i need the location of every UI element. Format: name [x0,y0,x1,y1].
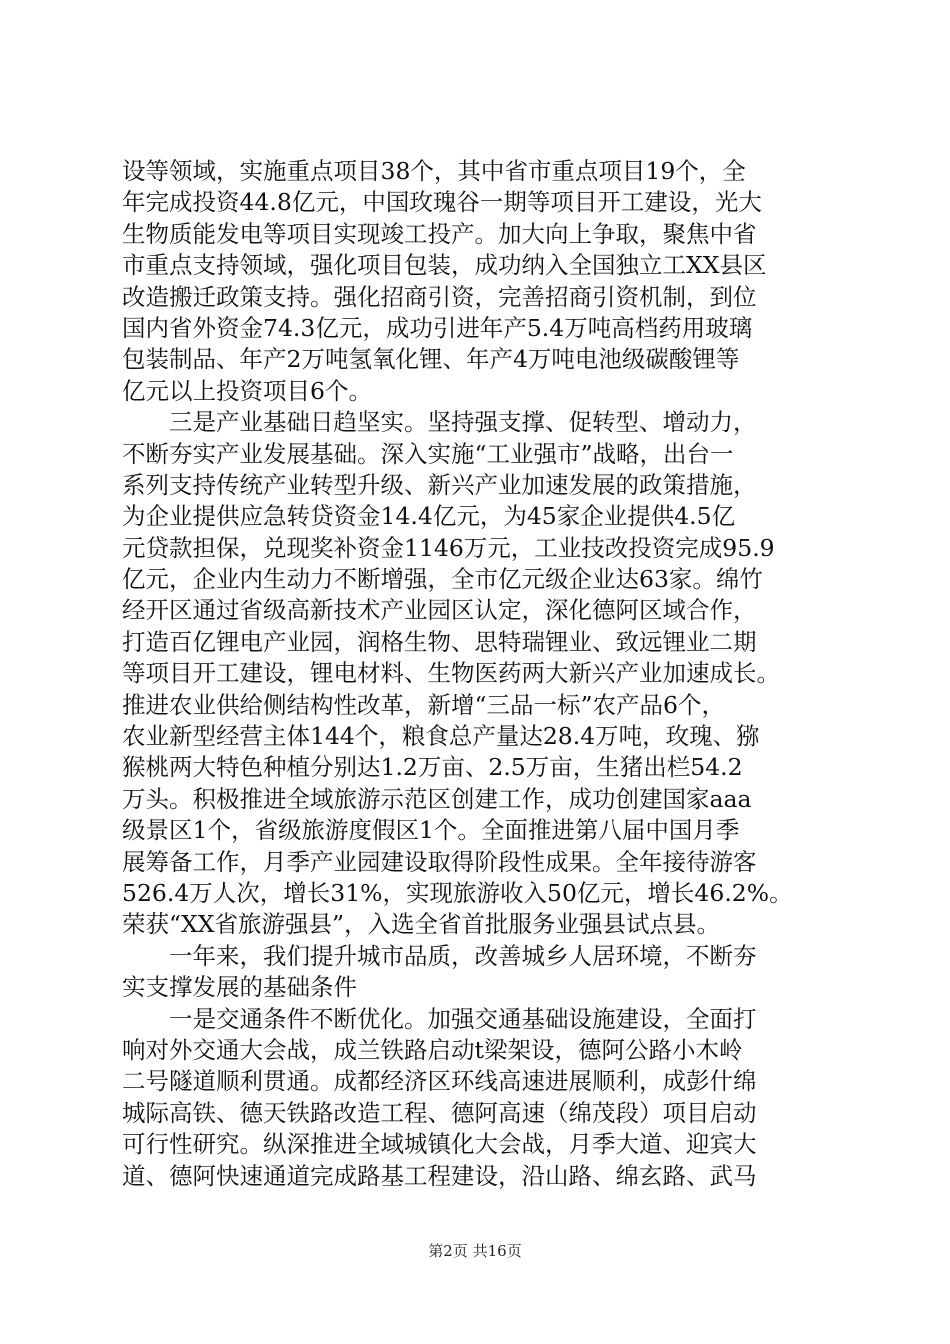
text-line: 可行性研究。纵深推进全域城镇化大会战，月季大道、迎宾大 [122,1130,757,1159]
text-line: 亿元，企业内生动力不断增强，全市亿元级企业达63家。绵竹 [122,565,763,594]
text-line: 响对外交通大会战，成兰铁路启动t梁架设，德阿公路小木岭 [122,1035,743,1064]
text-line: 系列支持传统产业转型升级、新兴产业加速发展的政策措施， [122,470,757,499]
text-line: 一年来，我们提升城市品质，改善城乡人居环境，不断夯 [122,941,757,970]
text-line: 实支撑发展的基础条件 [122,973,357,1002]
text-line: 三是产业基础日趋坚实。坚持强支撑、促转型、增动力， [122,408,757,437]
text-line: 级景区1个，省级旅游度假区1个。全面推进第八届中国月季 [122,816,740,845]
text-line: 526.4万人次，增长31%，实现旅游收入50亿元，增长46.2%。 [122,878,793,907]
text-line: 为企业提供应急转贷资金14.4亿元，为45家企业提供4.5亿 [122,502,736,531]
text-line: 农业新型经营主体144个，粮食总产量达28.4万吨，玫瑰、猕 [122,722,760,751]
text-line: 猴桃两大特色种植分别达1.2万亩、2.5万亩，生猪出栏54.2 [122,753,743,782]
text-line: 年完成投资44.8亿元，中国玫瑰谷一期等项目开工建设，光大 [122,188,762,217]
text-line: 展筹备工作，月季产业园建设取得阶段性成果。全年接待游客 [122,847,757,876]
text-line: 包装制品、年产2万吨氢氧化锂、年产4万吨电池级碳酸锂等 [122,345,740,374]
text-line: 亿元以上投资项目6个。 [122,376,372,405]
text-line: 二号隧道顺利贯通。成都经济区环线高速进展顺利，成彭什绵 [122,1067,757,1096]
text-line: 一是交通条件不断优化。加强交通基础设施建设，全面打 [122,1004,757,1033]
text-line: 道、德阿快速通道完成路基工程建设，沿山路、绵玄路、武马 [122,1161,757,1190]
text-line: 元贷款担保，兑现奖补资金1146万元，工业技改投资完成95.9 [122,533,775,562]
text-line: 等项目开工建设，锂电材料、生物医药两大新兴产业加速成长。 [122,659,780,688]
text-line: 万头。积极推进全域旅游示范区创建工作，成功创建国家aaa [122,784,752,813]
text-line: 设等领域，实施重点项目38个，其中省市重点项目19个，全 [122,157,746,185]
text-line: 国内省外资金74.3亿元，成功引进年产5.4万吨高档药用玻璃 [122,313,753,342]
text-line: 不断夯实产业发展基础。深入实施“工业强市”战略，出台一 [122,439,734,468]
text-line: 荣获“XX省旅游强县”，入选全省首批服务业强县试点县。 [122,910,720,939]
text-line: 市重点支持领域，强化项目包装，成功纳入全国独立工XX县区 [122,251,767,280]
text-line: 经开区通过省级高新技术产业园区认定，深化德阿区域合作， [122,596,757,625]
text-line: 生物质能发电等项目实现竣工投产。加大向上争取，聚焦中省 [122,219,757,248]
text-line: 推进农业供给侧结构性改革，新增“三品一标”农产品6个， [122,690,725,719]
page-number-label: 第2页 共16页 [428,1242,522,1260]
body-text [122,156,862,1192]
text-line: 城际高铁、德天铁路改造工程、德阿高速（绵茂段）项目启动 [122,1098,757,1127]
text-line: 改造搬迁政策支持。强化招商引资，完善招商引资机制，到位 [122,282,757,311]
text-line: 打造百亿锂电产业园，润格生物、思特瑞锂业、致远锂业二期 [122,627,757,656]
page-footer [0,1240,950,1261]
